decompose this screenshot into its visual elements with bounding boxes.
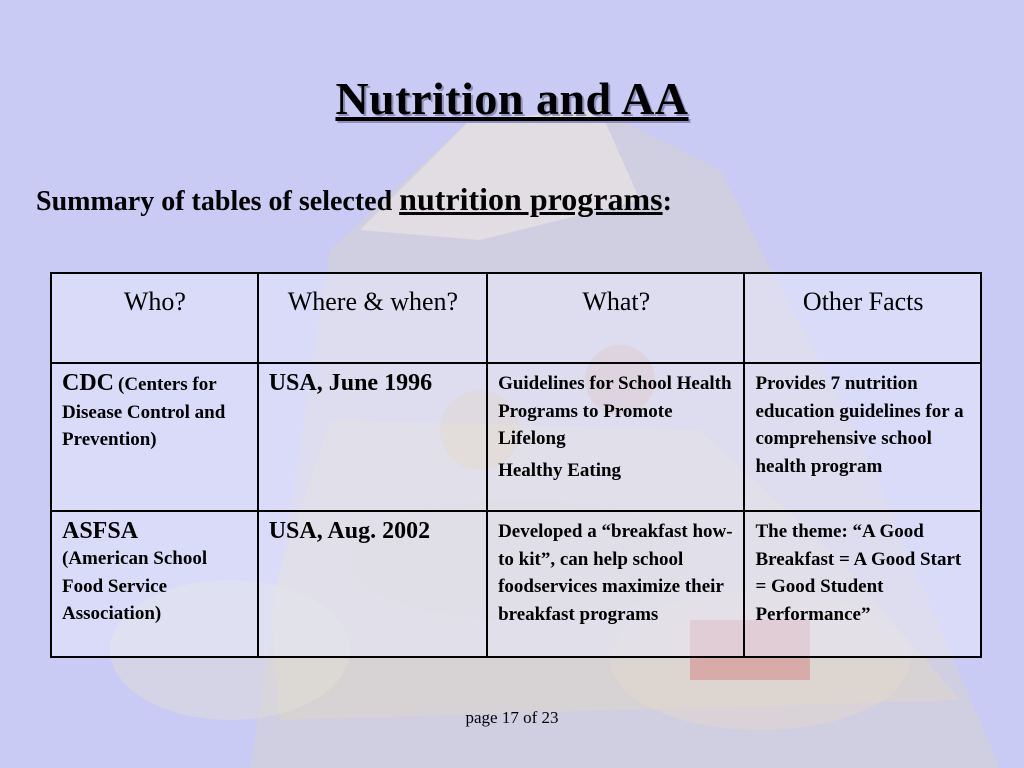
- cell-other-facts: Provides 7 nutrition education guidelines for a comprehensive school health program: [744, 363, 981, 511]
- what-text: Guidelines for School Health Programs to Promote Lifelong: [498, 373, 732, 450]
- subtitle-prefix: Summary of tables of selected: [36, 186, 400, 217]
- nutrition-programs-table: [50, 272, 982, 658]
- cell-what: [487, 363, 744, 511]
- cell-who: [51, 363, 258, 511]
- subtitle: [36, 181, 672, 218]
- cell-who: [51, 511, 258, 657]
- header-what: What?: [487, 273, 744, 363]
- table-row: [51, 363, 981, 511]
- org-description: (Centers for Disease Control and Prevention): [62, 374, 226, 451]
- slide-title: Nutrition and AA: [335, 73, 689, 124]
- org-name: ASFSA: [62, 518, 139, 544]
- org-description: (American School Food Service Association): [62, 548, 208, 625]
- table-header-row: [51, 273, 981, 363]
- table-row: [51, 511, 981, 657]
- header-other-facts: Other Facts: [744, 273, 981, 363]
- what-extra-text: Healthy Eating: [498, 459, 622, 481]
- header-who: Who?: [51, 273, 258, 363]
- cell-where-when: USA, Aug. 2002: [258, 511, 487, 657]
- subtitle-emphasis: nutrition programs: [399, 181, 663, 217]
- page-number: page 17 of 23: [465, 708, 559, 727]
- org-name: CDC: [62, 370, 114, 396]
- cell-other-facts: The theme: “A Good Breakfast = A Good Start = Good Student Performance”: [744, 511, 981, 657]
- subtitle-suffix: :: [662, 186, 672, 217]
- cell-where-when: USA, June 1996: [258, 363, 487, 511]
- cell-what: [487, 511, 744, 657]
- header-where-when: Where & when?: [258, 273, 487, 363]
- what-text: Developed a “breakfast how-to kit”, can help school foodservices maximize their breakfast programs: [498, 521, 733, 625]
